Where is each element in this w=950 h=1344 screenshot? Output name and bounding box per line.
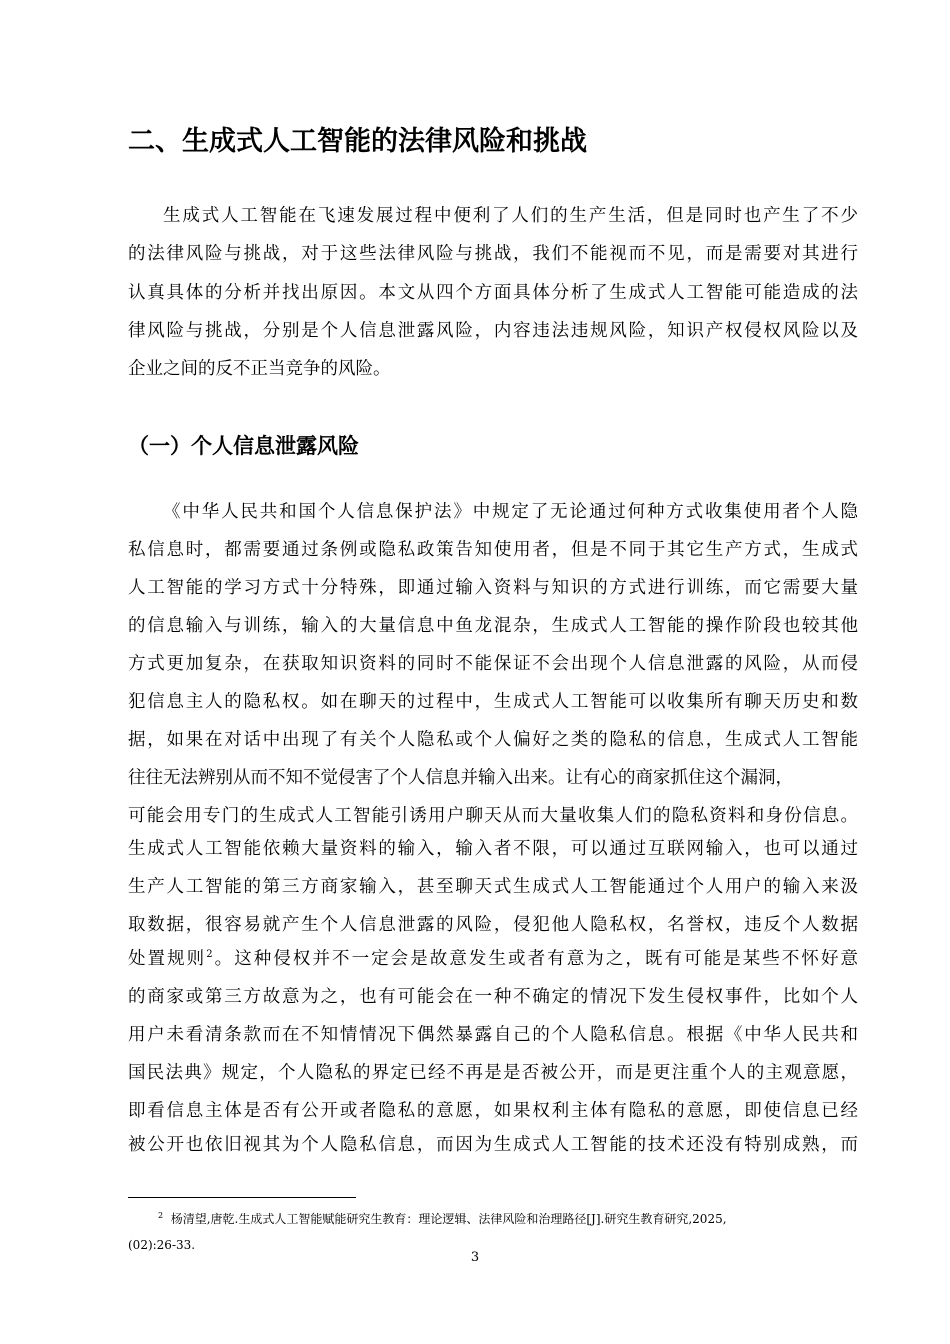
body-line: 生成式人工智能依赖大量资料的输入，输入者不限，可以通过互联网输入，也可以通过 (128, 839, 858, 859)
body-line: 往往无法辨别从而不知不觉侵害了个人信息并输入出来。让有心的商家抓住这个漏洞， (128, 768, 793, 788)
body-text: 处置规则 (128, 949, 207, 969)
body-line: 私信息时，都需要通过条例或隐私政策告知使用者，但是不同于其它生产方式，生成式 (128, 540, 858, 560)
footnote-marker: 2 (158, 1211, 164, 1220)
page-number: 3 (470, 1250, 480, 1265)
subsection-heading: （一）个人信息泄露风险 (128, 434, 359, 458)
body-line: 《中华人民共和国个人信息保护法》中规定了无论通过何种方式收集使用者个人隐 (163, 502, 858, 522)
body-line: 的商家或第三方故意为之，也有可能会在一种不确定的情况下发生侵权事件，比如个人 (128, 987, 858, 1007)
footnote-text: 杨清望,唐乾.生成式人工智能赋能研究生教育：理论逻辑、法律风险和治理路径[J].研究生教育研究,2025, (170, 1212, 727, 1226)
footnote (158, 1210, 727, 1228)
body-line: 被公开也依旧视其为个人隐私信息，而因为生成式人工智能的技术还没有特别成熟，而 (128, 1135, 858, 1155)
body-line: 人工智能的学习方式十分特殊，即通过输入资料与知识的方式进行训练，而它需要大量 (128, 578, 858, 598)
body-text: 。这种侵权并不一定会是故意发生或者有意为之，既有可能是某些不怀好意 (212, 949, 859, 969)
body-line: 用户未看清条款而在不知情情况下偶然暴露自己的个人隐私信息。根据《中华人民共和 (128, 1025, 858, 1045)
intro-line: 企业之间的反不正当竞争的风险。 (128, 359, 391, 379)
body-line: 国民法典》规定，个人隐私的界定已经不再是是否被公开，而是更注重个人的主观意愿， (128, 1063, 858, 1083)
body-line: 取数据，很容易就产生个人信息泄露的风险，侵犯他人隐私权，名誉权，违反个人数据 (128, 915, 858, 935)
footnote-continuation: (02):26-33. (128, 1238, 196, 1252)
body-line: 生产人工智能的第三方商家输入，甚至聊天式生成式人工智能通过个人用户的输入来汲 (128, 877, 858, 897)
body-line: 方式更加复杂，在获取知识资料的同时不能保证不会出现个人信息泄露的风险，从而侵 (128, 654, 858, 674)
body-line: 即看信息主体是否有公开或者隐私的意愿，如果权利主体有隐私的意愿，即使信息已经 (128, 1101, 858, 1121)
body-line: 犯信息主人的隐私权。如在聊天的过程中，生成式人工智能可以收集所有聊天历史和数 (128, 692, 858, 712)
intro-line: 生成式人工智能在飞速发展过程中便利了人们的生产生活，但是同时也产生了不少 (163, 206, 858, 226)
body-line: 的信息输入与训练，输入的大量信息中鱼龙混杂，生成式人工智能的操作阶段也较其他 (128, 616, 858, 636)
body-line-with-footnote (128, 942, 858, 976)
intro-line: 的法律风险与挑战，对于这些法律风险与挑战，我们不能视而不见，而是需要对其进行 (128, 244, 858, 264)
body-line: 可能会用专门的生成式人工智能引诱用户聊天从而大量收集人们的隐私资料和身份信息。 (128, 806, 858, 826)
intro-line: 认真具体的分析并找出原因。本文从四个方面具体分析了生成式人工智能可能造成的法 (128, 283, 858, 303)
footnote-reference[interactable]: 2 (206, 949, 213, 961)
footnote-separator (128, 1197, 356, 1198)
body-line: 据，如果在对话中出现了有关个人隐私或个人偏好之类的隐私的信息，生成式人工智能 (128, 730, 858, 750)
intro-line: 律风险与挑战，分别是个人信息泄露风险，内容违法违规风险，知识产权侵权风险以及 (128, 321, 858, 341)
section-heading: 二、生成式人工智能的法律风险和挑战 (128, 126, 587, 157)
